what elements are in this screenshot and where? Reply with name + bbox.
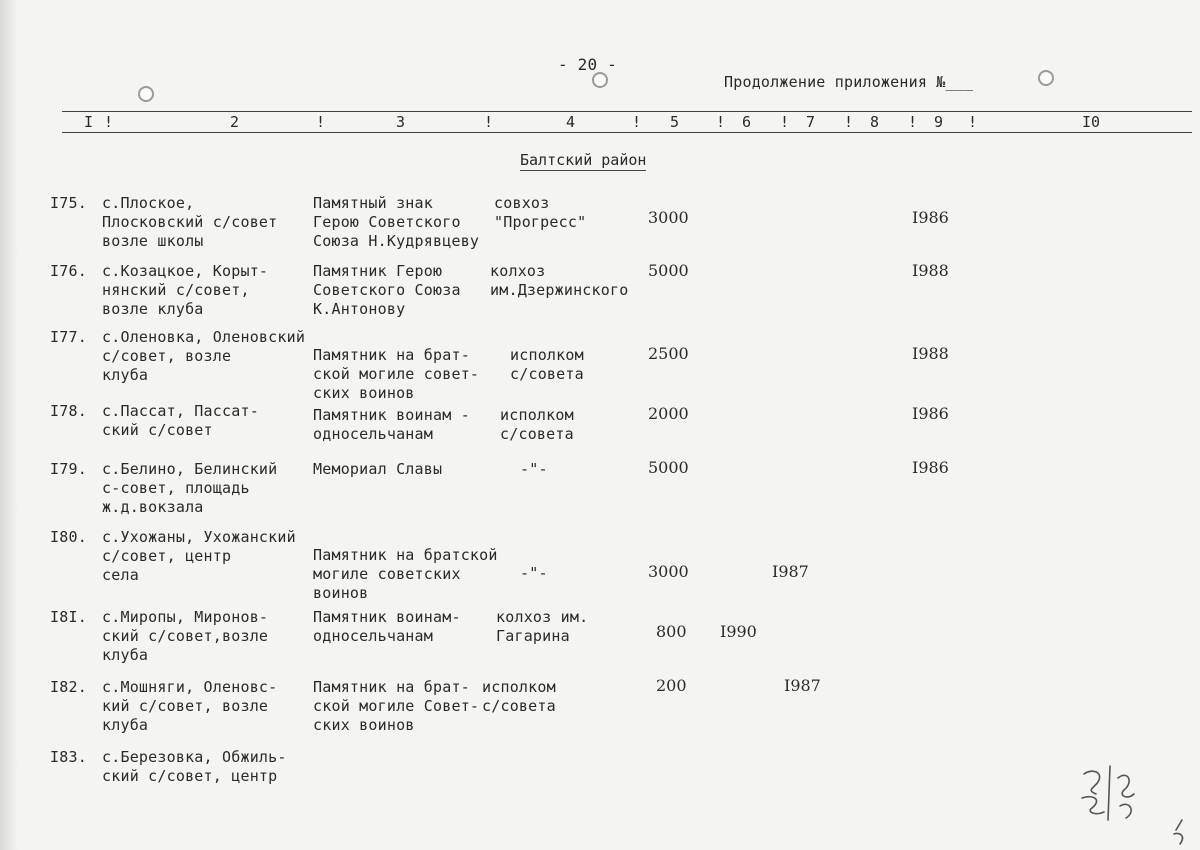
row-year: I990 [720, 622, 757, 641]
row-place: с.Березовка, Обжиль- ский с/совет, центр [102, 748, 287, 785]
col-header-6: 6 [742, 113, 752, 131]
row-owner: совхоз "Прогресс" [494, 194, 587, 231]
row-monument: Памятник воинам- односельчанам [313, 608, 461, 645]
row-number: I77. [50, 328, 87, 346]
col-separator: ! [780, 113, 790, 131]
header-rule-top [62, 111, 1192, 112]
row-place: с.Плоское, Плосковский с/совет возле школы [102, 194, 278, 250]
row-cost: 2500 [648, 344, 689, 363]
col-header-8: 8 [870, 113, 880, 131]
row-owner: колхоз им. Гагарина [496, 608, 589, 645]
continuation-title: Продолжение приложения №___ [724, 73, 974, 91]
district-heading: Балтский район [520, 151, 647, 169]
row-monument: Памятник на братской могиле советских воинов [313, 546, 498, 602]
row-place: с.Белино, Белинский с-совет, площадь ж.д.вокзала [102, 460, 278, 516]
row-cost: 200 [656, 676, 687, 695]
col-header-2: 2 [230, 113, 240, 131]
col-header-5: 5 [670, 113, 680, 131]
col-header-1: I [84, 113, 94, 131]
row-place: с.Миропы, Миронов- ский с/совет,возле клуба [102, 608, 269, 664]
col-header-3: 3 [396, 113, 406, 131]
row-number: I83. [50, 748, 87, 766]
row-number: I80. [50, 528, 87, 546]
col-separator: ! [104, 113, 114, 131]
col-header-10: I0 [1082, 113, 1101, 131]
row-year: I986 [912, 208, 949, 227]
row-place: с.Пассат, Пассат- ский с/совет [102, 402, 259, 439]
col-separator: ! [908, 113, 918, 131]
row-cost: 5000 [648, 458, 689, 477]
punch-hole [138, 86, 154, 102]
row-monument: Памятник на брат- ской могиле совет- ских воинов [313, 346, 480, 402]
page-edge-shadow [0, 0, 18, 850]
col-separator: ! [844, 113, 854, 131]
row-place: с.Ухожаны, Ухожанский с/совет, центр села [102, 528, 296, 584]
row-number: I78. [50, 402, 87, 420]
row-number: I82. [50, 678, 87, 696]
row-monument: Памятник Герою Советского Союза К.Антонову [313, 262, 461, 318]
col-header-7: 7 [806, 113, 816, 131]
row-year: I988 [912, 261, 949, 280]
row-place: с.Мошняги, Оленовс- кий с/совет, возле клуба [102, 678, 278, 734]
row-owner: исполком с/совета [482, 678, 556, 715]
row-number: I8I. [50, 608, 87, 626]
col-separator: ! [632, 113, 642, 131]
row-monument: Мемориал Славы [313, 460, 443, 478]
row-cost: 3000 [648, 208, 689, 227]
col-separator: ! [968, 113, 978, 131]
row-number: I79. [50, 460, 87, 478]
row-cost: 2000 [648, 404, 689, 423]
header-rule-bottom [62, 132, 1192, 133]
handwritten-margin-note [1070, 760, 1190, 850]
page-number: - 20 - [558, 55, 617, 74]
col-header-4: 4 [566, 113, 576, 131]
row-cost: 800 [656, 622, 687, 641]
row-year: I986 [912, 404, 949, 423]
col-separator: ! [484, 113, 494, 131]
row-owner: -"- [520, 460, 548, 478]
row-number: I76. [50, 262, 87, 280]
col-header-9: 9 [934, 113, 944, 131]
row-year: I987 [784, 676, 821, 695]
row-place: с.Оленовка, Оленовский с/совет, возле клуба [102, 328, 306, 384]
row-number: I75. [50, 194, 87, 212]
punch-hole [1038, 70, 1054, 86]
row-year: I987 [772, 562, 809, 581]
row-place: с.Козацкое, Корыт- нянский с/совет, возле клуба [102, 262, 269, 318]
row-monument: Памятный знак Герою Советского Союза Н.Кудрявцеву [313, 194, 480, 250]
row-monument: Памятник на брат- ской могиле Совет- ских воинов [313, 678, 480, 734]
row-year: I988 [912, 344, 949, 363]
row-owner: исполком с/совета [510, 346, 584, 383]
row-cost: 5000 [648, 261, 689, 280]
row-owner: колхоз им.Дзержинского [490, 262, 629, 299]
punch-hole [592, 72, 608, 88]
row-cost: 3000 [648, 562, 689, 581]
row-year: I986 [912, 458, 949, 477]
col-separator: ! [716, 113, 726, 131]
row-monument: Памятник воинам - односельчанам [313, 406, 470, 443]
row-owner: исполком с/совета [500, 406, 574, 443]
col-separator: ! [316, 113, 326, 131]
row-owner: -"- [520, 564, 548, 582]
